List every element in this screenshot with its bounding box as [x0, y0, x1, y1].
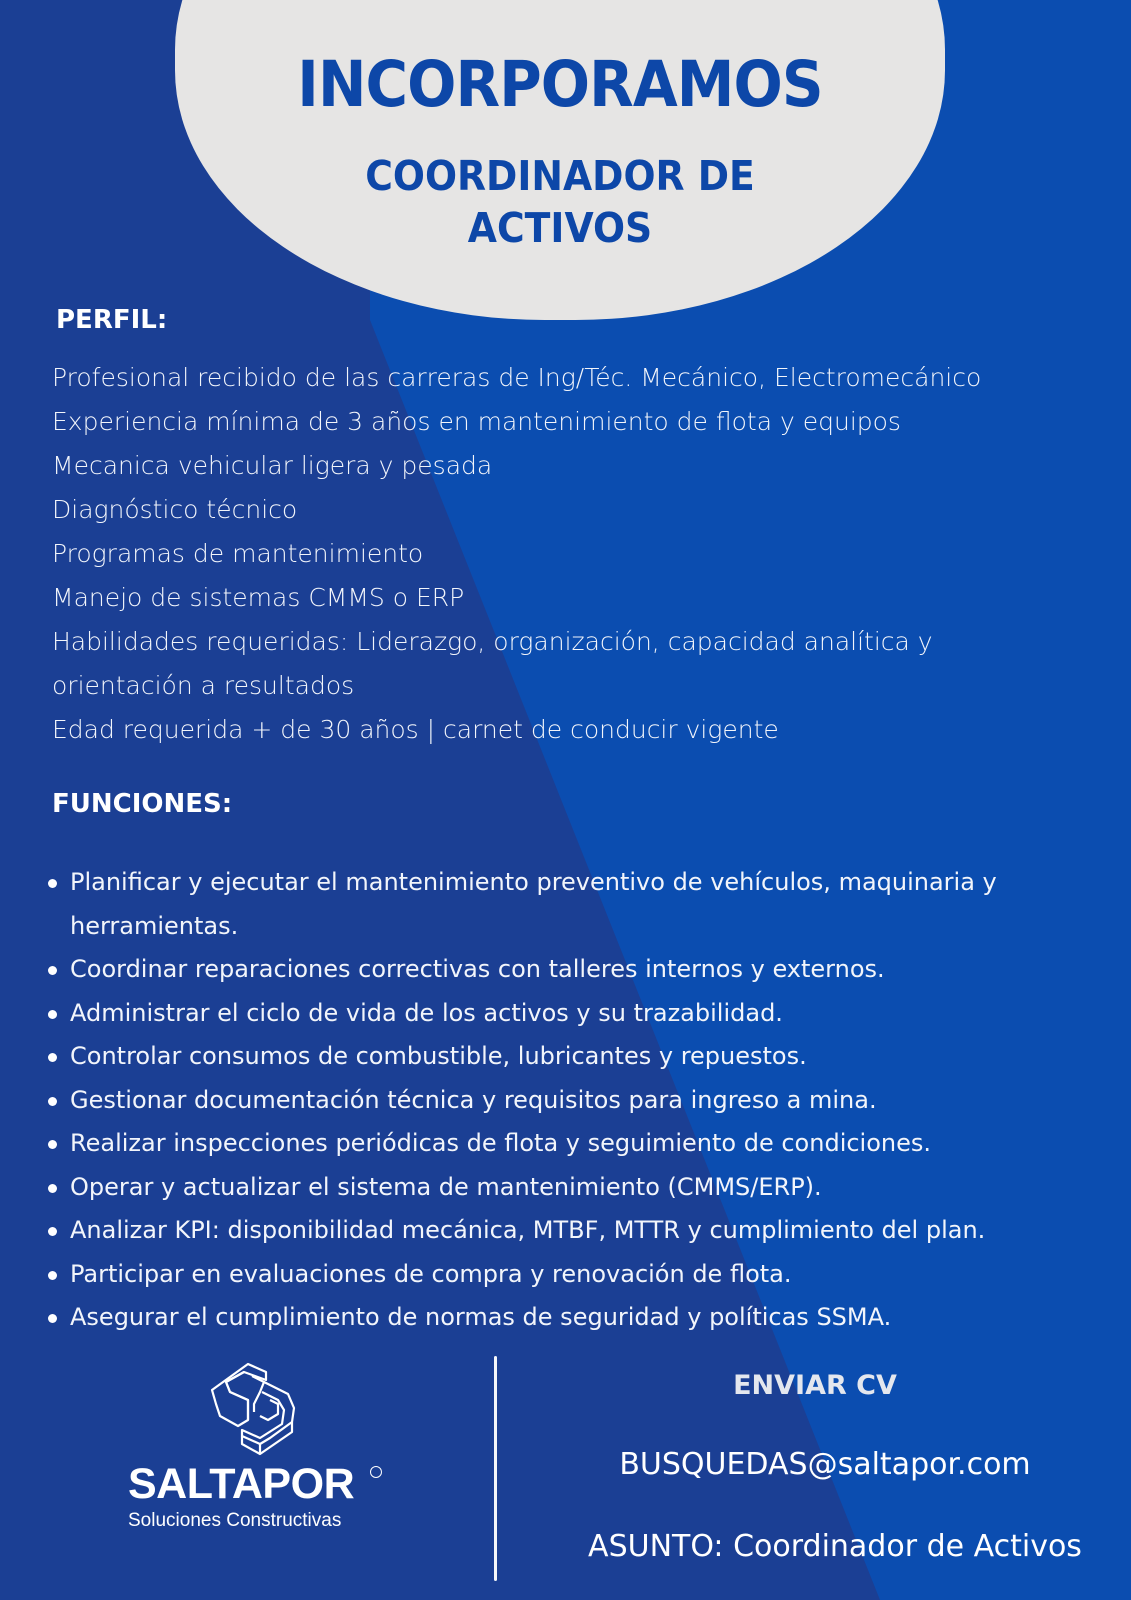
perfil-item: Edad requerida + de 30 años | carnet de conducir vigente	[52, 715, 779, 744]
funciones-item	[48, 1296, 1108, 1340]
funciones-item-text: Asegurar el cumplimiento de normas de seguridad y políticas SSMA.	[70, 1303, 892, 1331]
funciones-heading: FUNCIONES:	[52, 789, 233, 819]
job-title	[206, 150, 914, 254]
bullet-icon	[48, 966, 57, 975]
registered-mark-icon	[370, 1466, 382, 1478]
perfil-item: Experiencia mínima de 3 años en mantenimiento de flota y equipos	[52, 407, 901, 436]
perfil-list	[52, 356, 1112, 752]
perfil-item: Mecanica vehicular ligera y pesada	[52, 451, 493, 480]
perfil-item: Programas de mantenimiento	[52, 539, 424, 568]
funciones-item	[48, 1035, 1108, 1079]
brand-name: SALTAPOR	[128, 1460, 355, 1508]
funciones-item-text: Planificar y ejecutar el mantenimiento preventivo de vehículos, maquinaria y herramientas.	[70, 868, 997, 940]
funciones-item	[48, 1079, 1108, 1123]
footer-divider	[494, 1356, 497, 1581]
saltapor-logo-icon	[208, 1360, 304, 1460]
funciones-item-text: Operar y actualizar el sistema de mantenimiento (CMMS/ERP).	[70, 1172, 822, 1201]
perfil-heading: PERFIL:	[56, 305, 168, 335]
send-cv-heading: ENVIAR CV	[733, 1370, 897, 1401]
brand-tagline: Soluciones Constructivas	[128, 1510, 342, 1531]
email-subject: ASUNTO: Coordinador de Activos	[588, 1529, 1082, 1564]
bullet-icon	[48, 1053, 57, 1062]
brand-logo	[110, 1360, 400, 1531]
bullet-icon	[48, 1227, 57, 1236]
funciones-item	[48, 1209, 1108, 1253]
bullet-icon	[48, 1184, 57, 1193]
bullet-icon	[48, 1097, 57, 1106]
funciones-item	[48, 861, 1108, 948]
contact-email-link[interactable]: BUSQUEDAS@saltapor.com	[619, 1447, 1031, 1482]
funciones-item-text: Administrar el ciclo de vida de los activos y su trazabilidad.	[70, 998, 783, 1027]
bullet-icon	[48, 879, 57, 888]
bullet-icon	[48, 1140, 57, 1149]
perfil-item: Profesional recibido de las carreras de Ing/Téc. Mecánico, Electromecánico	[52, 363, 982, 392]
page-title: INCORPORAMOS	[297, 48, 823, 121]
job-title-line-2: ACTIVOS	[467, 204, 653, 252]
funciones-item	[48, 1166, 1108, 1210]
perfil-item: Diagnóstico técnico	[52, 495, 298, 524]
funciones-item	[48, 1122, 1108, 1166]
funciones-list	[48, 861, 1108, 1340]
funciones-item	[48, 948, 1108, 992]
funciones-item-text: Gestionar documentación técnica y requisitos para ingreso a mina.	[70, 1085, 877, 1114]
funciones-item	[48, 1253, 1108, 1297]
funciones-item-text: Realizar inspecciones periódicas de flota y seguimiento de condiciones.	[70, 1129, 932, 1157]
perfil-item: Habilidades requeridas: Liderazgo, organización, capacidad analítica y orientación a resultados	[52, 627, 933, 700]
funciones-item	[48, 992, 1108, 1036]
bullet-icon	[48, 1271, 57, 1280]
funciones-item-text: Participar en evaluaciones de compra y renovación de flota.	[70, 1259, 792, 1288]
funciones-item-text: Analizar KPI: disponibilidad mecánica, MTBF, MTTR y cumplimiento del plan.	[70, 1216, 986, 1244]
funciones-item-text: Controlar consumos de combustible, lubricantes y repuestos.	[70, 1042, 807, 1070]
funciones-item-text: Coordinar reparaciones correctivas con talleres internos y externos.	[70, 955, 885, 983]
bullet-icon	[48, 1010, 57, 1019]
bullet-icon	[48, 1314, 57, 1323]
job-title-line-1: COORDINADOR DE	[365, 152, 755, 200]
perfil-item: Manejo de sistemas CMMS o ERP	[52, 583, 465, 612]
